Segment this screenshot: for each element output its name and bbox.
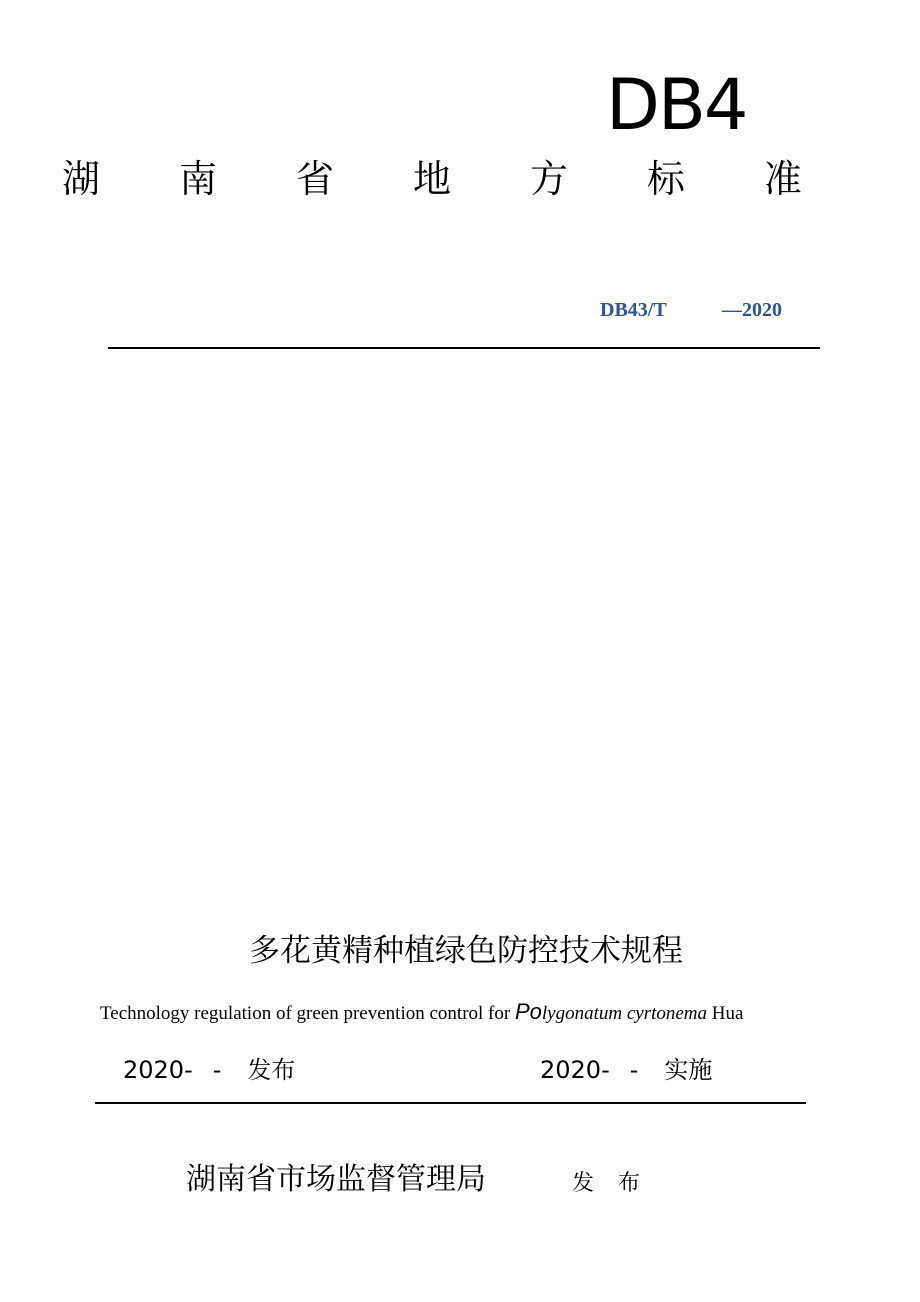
heading-char: 准	[763, 157, 802, 201]
document-title-chinese: 多花黄精种植绿色防控技术规程	[249, 933, 683, 969]
issue-date: 2020-	[123, 1056, 193, 1084]
heading-char: 方	[529, 157, 568, 201]
issuing-authority: 湖南省市场监督管理局	[186, 1162, 486, 1197]
standard-type-heading	[62, 157, 802, 201]
document-title-english	[100, 998, 743, 1027]
heading-char: 地	[412, 157, 451, 201]
title-author-name: Hua	[707, 1003, 744, 1024]
implement-date-dash: -	[629, 1056, 639, 1084]
implement-label: 实施	[664, 1056, 713, 1084]
implement-date: 2020-	[540, 1056, 610, 1084]
heading-char: 湖	[62, 157, 101, 201]
issue-word: 发布	[572, 1171, 665, 1196]
standard-code: DB4	[606, 64, 747, 146]
issue-date-dash: -	[212, 1056, 222, 1084]
issue-label: 发布	[247, 1056, 296, 1084]
title-latin-name-rest: lygonatum cyrtonema	[541, 1003, 708, 1024]
heading-char: 南	[178, 157, 217, 201]
title-latin-name-start: Po	[514, 999, 542, 1024]
heading-char: 省	[295, 157, 334, 201]
standard-number-year: —2020	[722, 299, 782, 321]
title-english-text: Technology regulation of green prevention control for	[100, 1003, 515, 1024]
date-divider	[95, 1102, 806, 1104]
heading-char: 标	[646, 157, 685, 201]
issue-date-line	[123, 1058, 295, 1082]
standard-number-prefix: DB43/T	[600, 299, 667, 321]
header-divider	[108, 347, 820, 349]
implement-date-line	[540, 1058, 712, 1082]
